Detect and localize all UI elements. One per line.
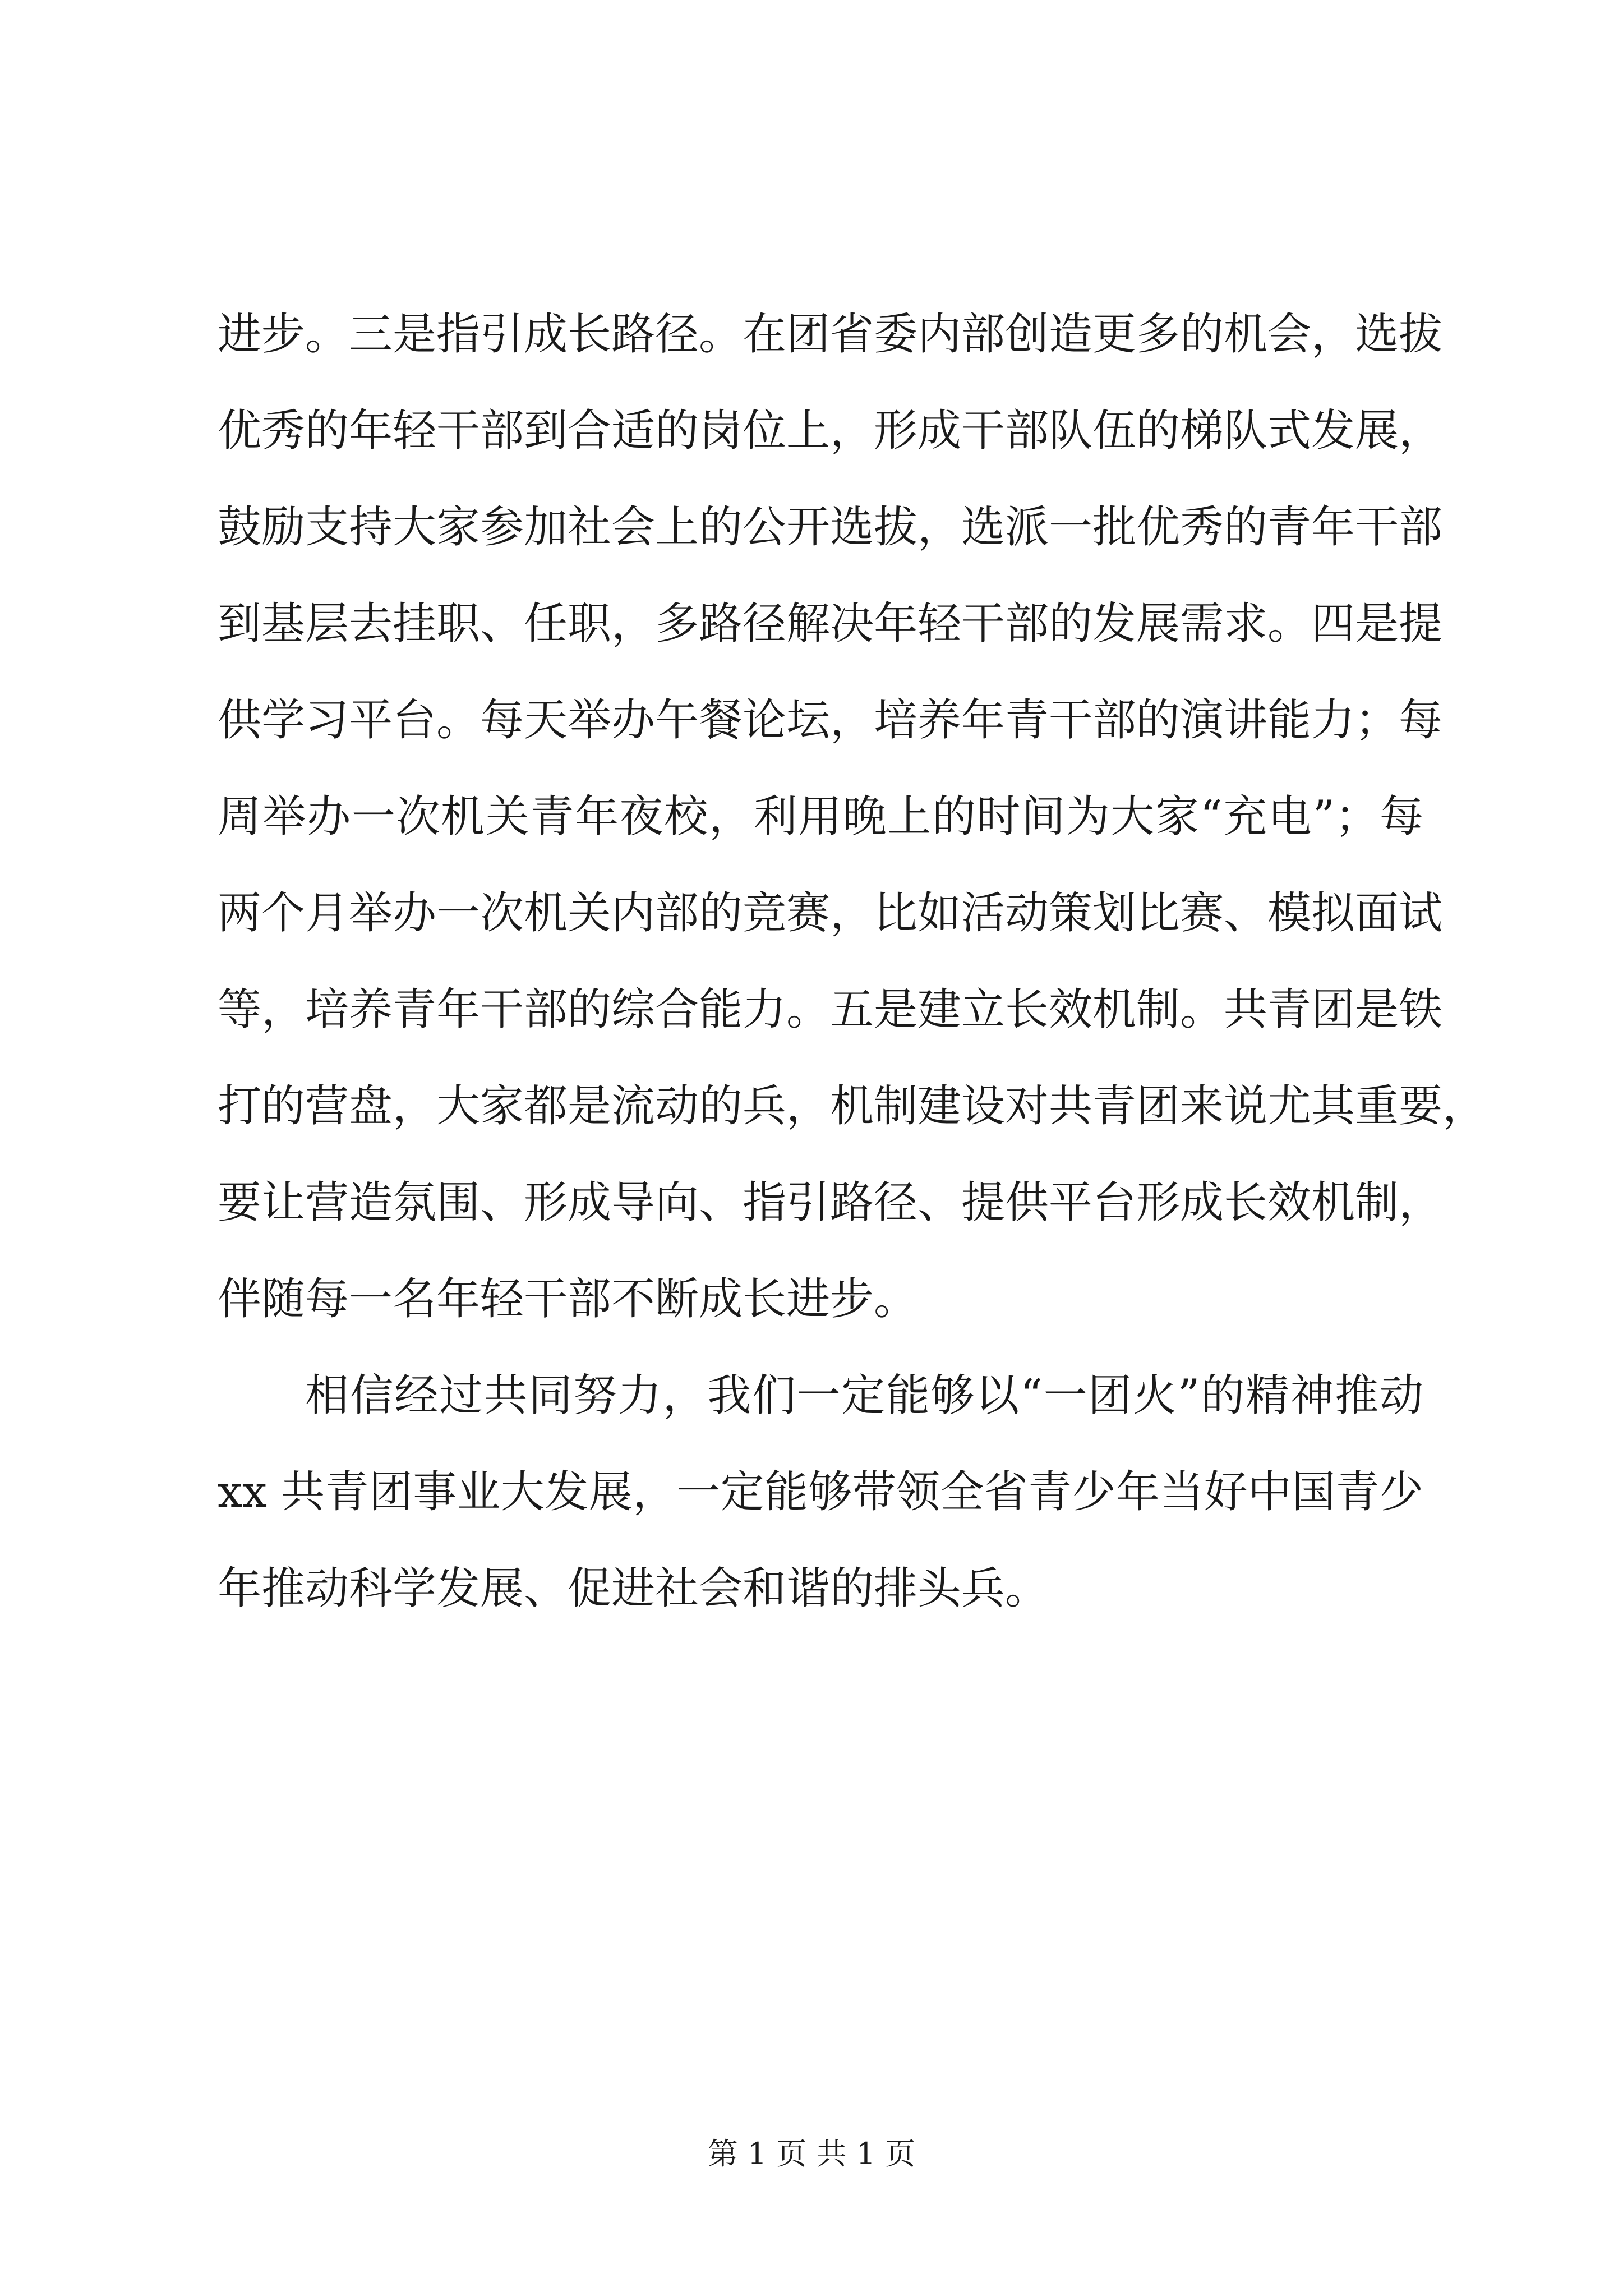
paragraph-2 xyxy=(218,1347,1423,1637)
text-line: 供学习平台。每天举办午餐论坛，培养年青干部的演讲能力；每 xyxy=(218,695,1443,746)
text-line: 年推动科学发展、促进社会和谐的排头兵。 xyxy=(218,1563,1049,1614)
text-line: 等，培养青年干部的综合能力。五是建立长效机制。共青团是铁 xyxy=(218,984,1443,1035)
document-body xyxy=(218,286,1487,1637)
text-line: 到基层去挂职、任职，多路径解决年轻干部的发展需求。四是提 xyxy=(218,599,1443,649)
text-line: 要让营造氛围、形成导向、指引路径、提供平台形成长效机制， xyxy=(218,1177,1443,1228)
text-line: 伴随每一名年轻干部不断成长进步。 xyxy=(218,1274,918,1324)
text-line: 打的营盘，大家都是流动的兵，机制建设对共青团来说尤其重要， xyxy=(218,1081,1487,1131)
page-number-label: 第 1 页 共 1 页 xyxy=(707,2136,916,2171)
text-line: 优秀的年轻干部到合适的岗位上，形成干部队伍的梯队式发展， xyxy=(218,406,1443,456)
text-line: 鼓励支持大家参加社会上的公开选拔，选派一批优秀的青年干部 xyxy=(218,502,1443,553)
text-line: 两个月举办一次机关内部的竞赛，比如活动策划比赛、模拟面试 xyxy=(218,888,1443,938)
text-line: 相信经过共同努力，我们一定能够以“一团火”的精神推动 xyxy=(305,1370,1423,1421)
paragraph-1 xyxy=(218,286,1487,1347)
text-line: 进步。三是指引成长路径。在团省委内部创造更多的机会，选拔 xyxy=(218,309,1443,360)
text-line: xx 共青团事业大发展，一定能够带领全省青少年当好中国青少 xyxy=(218,1467,1423,1517)
page-footer xyxy=(0,2134,1623,2174)
text-line: 周举办一次机关青年夜校，利用晚上的时间为大家“充电”；每 xyxy=(218,792,1423,842)
